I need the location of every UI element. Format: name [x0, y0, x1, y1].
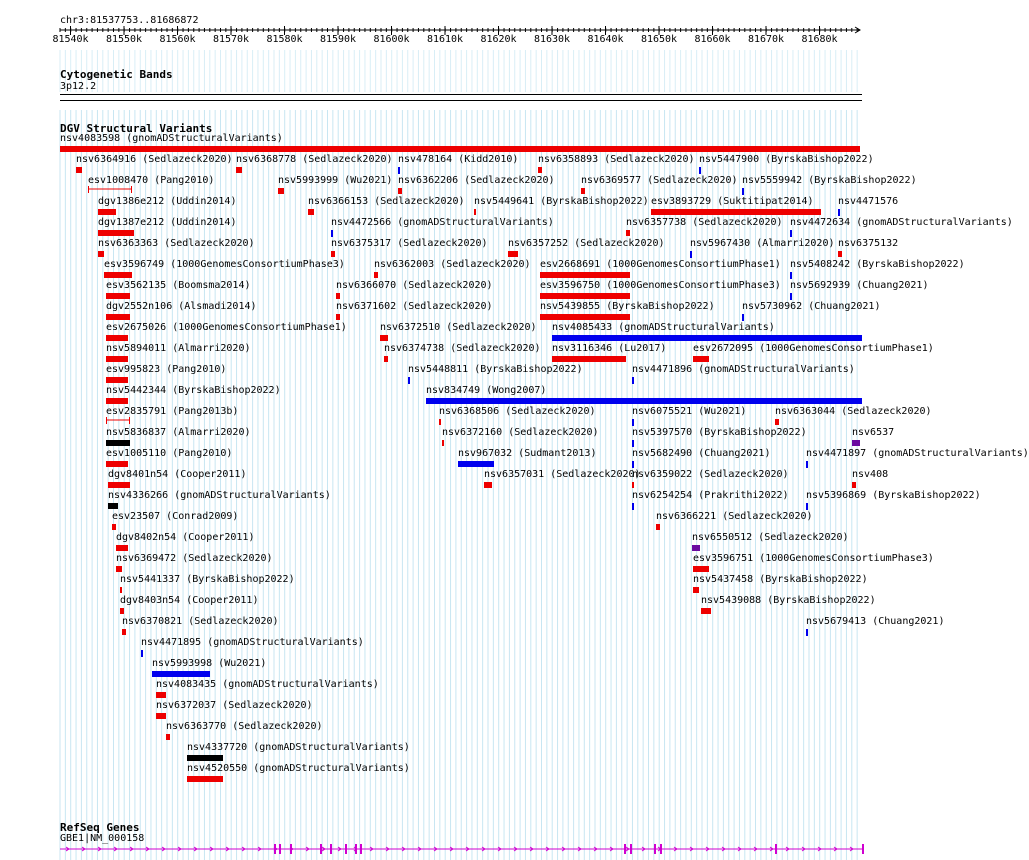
sv-feature-bar[interactable]	[98, 209, 116, 215]
sv-label[interactable]: esv995823 (Pang2010)	[106, 364, 227, 375]
exon	[279, 844, 281, 854]
sv-feature-bar[interactable]	[540, 293, 630, 299]
exon	[630, 844, 632, 854]
sv-feature-bar[interactable]	[106, 293, 130, 299]
sv-feature-bar[interactable]	[790, 230, 792, 237]
sv-feature-bar[interactable]	[690, 251, 692, 258]
sv-feature-bar[interactable]	[104, 272, 132, 278]
sv-label[interactable]: esv3596749 (1000GenomesConsortiumPhase3)	[104, 259, 345, 270]
ruler-tick-label: 81660k	[694, 34, 731, 45]
sv-label[interactable]: esv2672095 (1000GenomesConsortiumPhase1)	[693, 343, 934, 354]
sv-feature-bar[interactable]	[693, 566, 709, 572]
sv-label[interactable]: nsv6362003 (Sedlazeck2020)	[374, 259, 531, 270]
ruler-tick-label: 81540k	[52, 34, 89, 45]
ruler-tick-label: 81590k	[319, 34, 357, 45]
sv-feature-bar[interactable]	[552, 356, 626, 362]
exon	[345, 844, 347, 854]
sv-label[interactable]: nsv6363363 (Sedlazeck2020)	[98, 238, 255, 249]
sv-label[interactable]: esv3562135 (Boomsma2014)	[106, 280, 251, 291]
sv-feature-bar[interactable]	[632, 503, 634, 510]
sv-label[interactable]: nsv6369577 (Sedlazeck2020)	[581, 175, 738, 186]
sv-label[interactable]: nsv5396869 (ByrskaBishop2022)	[806, 490, 981, 501]
sv-label[interactable]: nsv6537	[852, 427, 895, 438]
sv-feature-bar[interactable]	[806, 461, 808, 468]
sv-label[interactable]: nsv6372160 (Sedlazeck2020)	[442, 427, 599, 438]
sv-label[interactable]: esv2835791 (Pang2013b)	[106, 406, 239, 417]
ruler-tick-label: 81570k	[212, 34, 250, 45]
sv-label[interactable]: nsv6374738 (Sedlazeck2020)	[384, 343, 541, 354]
sv-feature-bar[interactable]	[236, 167, 242, 173]
sv-label[interactable]: nsv5437458 (ByrskaBishop2022)	[693, 574, 868, 585]
ruler-tick-label: 81620k	[480, 34, 517, 45]
sv-feature-bar[interactable]	[693, 356, 709, 362]
sv-label[interactable]: nsv6357031 (Sedlazeck2020)	[484, 469, 641, 480]
sv-feature-bar[interactable]	[112, 524, 116, 530]
sv-feature-bar[interactable]	[790, 272, 792, 279]
sv-feature-bar[interactable]	[398, 188, 402, 194]
sv-feature-bar[interactable]	[106, 461, 128, 467]
sv-label[interactable]: dgv2552n106 (Alsmadi2014)	[106, 301, 257, 312]
sv-feature-bar[interactable]	[508, 251, 518, 257]
sv-label[interactable]: nsv6370821 (Sedlazeck2020)	[122, 616, 279, 627]
sv-label[interactable]: nsv6375132	[838, 238, 899, 249]
sv-feature-bar[interactable]	[331, 251, 335, 257]
cytoband-track-line	[60, 94, 862, 95]
sv-feature-bar[interactable]	[581, 188, 585, 194]
sv-label[interactable]: nsv5559942 (ByrskaBishop2022)	[742, 175, 917, 186]
sv-label[interactable]: nsv4083435 (gnomADStructuralVariants)	[156, 679, 379, 690]
sv-feature-bar[interactable]	[699, 167, 701, 174]
exon	[862, 844, 864, 854]
sv-label[interactable]: nsv3116346 (Lu2017)	[552, 343, 667, 354]
sv-label[interactable]: nsv6363770 (Sedlazeck2020)	[166, 721, 323, 732]
sv-feature-bar[interactable]	[336, 293, 340, 299]
refseq-track-title: RefSeq Genes	[60, 821, 140, 834]
sv-feature-bar[interactable]	[692, 545, 700, 551]
sv-label[interactable]: esv1008470 (Pang2010)	[88, 175, 215, 186]
sv-label[interactable]: nsv4471576	[838, 196, 899, 207]
sv-feature-bar[interactable]	[540, 272, 630, 278]
sv-feature-bar[interactable]	[484, 482, 492, 488]
sv-label[interactable]: nsv6369472 (Sedlazeck2020)	[116, 553, 273, 564]
sv-feature-bar[interactable]	[120, 587, 122, 593]
ruler-tick-label: 81610k	[426, 34, 464, 45]
sv-label[interactable]: nsv6372510 (Sedlazeck2020)	[380, 322, 537, 333]
sv-label[interactable]: nsv5679413 (Chuang2021)	[806, 616, 945, 627]
sv-label[interactable]: nsv6358893 (Sedlazeck2020)	[538, 154, 695, 165]
sv-feature-bar[interactable]	[106, 377, 128, 383]
sv-feature-bar[interactable]	[632, 461, 634, 468]
sv-label[interactable]: nsv4520550 (gnomADStructuralVariants)	[187, 763, 410, 774]
sv-feature-bar[interactable]	[374, 272, 378, 278]
dgv-track-title: DGV Structural Variants	[60, 122, 213, 135]
sv-feature-bar[interactable]	[626, 230, 630, 236]
sv-feature-bar[interactable]	[442, 440, 444, 446]
sv-label[interactable]: nsv6372037 (Sedlazeck2020)	[156, 700, 313, 711]
sv-label[interactable]: esv3596750 (1000GenomesConsortiumPhase3)	[540, 280, 781, 291]
sv-feature-bar[interactable]	[380, 335, 388, 341]
sv-label[interactable]: nsv5448811 (ByrskaBishop2022)	[408, 364, 583, 375]
sv-feature-bar[interactable]	[116, 545, 128, 551]
sv-label[interactable]: nsv408	[852, 469, 889, 480]
sv-feature-bar[interactable]	[88, 186, 133, 193]
sv-feature-bar[interactable]	[152, 671, 210, 677]
sv-label[interactable]: nsv6075521 (Wu2021)	[632, 406, 747, 417]
sv-feature-bar[interactable]	[308, 209, 314, 215]
cytoband-track-line-bottom	[60, 100, 862, 101]
sv-label[interactable]: nsv4471896 (gnomADStructuralVariants)	[632, 364, 855, 375]
sv-feature-bar[interactable]	[278, 188, 284, 194]
exon	[775, 844, 777, 854]
exon	[320, 844, 322, 854]
sv-label[interactable]: nsv6550512 (Sedlazeck2020)	[692, 532, 849, 543]
sv-feature-bar[interactable]	[790, 293, 792, 300]
sv-label[interactable]: nsv5439855 (ByrskaBishop2022)	[540, 301, 715, 312]
sv-feature-bar[interactable]	[775, 419, 779, 425]
sv-label[interactable]: nsv6366153 (Sedlazeck2020)	[308, 196, 465, 207]
sv-label[interactable]: nsv4083598 (gnomADStructuralVariants)	[60, 133, 283, 144]
sv-feature-bar[interactable]	[108, 482, 130, 488]
sv-label[interactable]: nsv6375317 (Sedlazeck2020)	[331, 238, 488, 249]
sv-feature-bar[interactable]	[474, 209, 476, 215]
sv-feature-bar[interactable]	[552, 335, 862, 341]
sv-label[interactable]: esv23507 (Conrad2009)	[112, 511, 239, 522]
sv-feature-bar[interactable]	[384, 356, 388, 362]
sv-feature-bar[interactable]	[426, 398, 862, 404]
sv-label[interactable]: dgv1386e212 (Uddin2014)	[98, 196, 237, 207]
sv-feature-bar[interactable]	[656, 524, 660, 530]
sv-label[interactable]: nsv6366221 (Sedlazeck2020)	[656, 511, 813, 522]
sv-label[interactable]: nsv5692939 (Chuang2021)	[790, 280, 929, 291]
sv-label[interactable]: dgv8401n54 (Cooper2011)	[108, 469, 247, 480]
sv-label[interactable]: nsv5993998 (Wu2021)	[152, 658, 267, 669]
sv-feature-bar[interactable]	[106, 356, 128, 362]
sv-label[interactable]: nsv6366070 (Sedlazeck2020)	[336, 280, 493, 291]
sv-feature-bar[interactable]	[408, 377, 410, 384]
sv-feature-bar[interactable]	[60, 146, 860, 152]
sv-label[interactable]: nsv5447900 (ByrskaBishop2022)	[699, 154, 874, 165]
sv-label[interactable]: nsv5408242 (ByrskaBishop2022)	[790, 259, 965, 270]
sv-label[interactable]: nsv6371602 (Sedlazeck2020)	[336, 301, 493, 312]
sv-feature-bar[interactable]	[106, 314, 130, 320]
sv-label[interactable]: nsv834749 (Wong2007)	[426, 385, 547, 396]
sv-feature-bar[interactable]	[166, 734, 170, 740]
sv-feature-bar[interactable]	[108, 503, 118, 509]
ruler-tick-label: 81550k	[105, 34, 143, 45]
sv-feature-bar[interactable]	[187, 755, 223, 761]
sv-feature-bar[interactable]	[116, 566, 122, 572]
sv-label[interactable]: nsv5439088 (ByrskaBishop2022)	[701, 595, 876, 606]
sv-feature-bar[interactable]	[742, 188, 744, 195]
sv-label[interactable]: nsv5967430 (Almarri2020)	[690, 238, 835, 249]
sv-label[interactable]: nsv4336266 (gnomADStructuralVariants)	[108, 490, 331, 501]
ruler-tick-label: 81560k	[159, 34, 196, 45]
ruler-tick-label: 81650k	[640, 34, 678, 45]
exon	[360, 844, 362, 854]
sv-feature-bar[interactable]	[852, 482, 856, 488]
sv-label[interactable]: esv2675026 (1000GenomesConsortiumPhase1)	[106, 322, 347, 333]
exon	[624, 844, 626, 854]
sv-label[interactable]: esv1005110 (Pang2010)	[106, 448, 233, 459]
cytoband-label: 3p12.2	[60, 81, 97, 92]
sv-label[interactable]: nsv6368778 (Sedlazeck2020)	[236, 154, 393, 165]
sv-feature-bar[interactable]	[106, 440, 130, 446]
sv-feature-bar[interactable]	[98, 230, 134, 236]
exon	[654, 844, 656, 854]
sv-label[interactable]: nsv4471897 (gnomADStructuralVariants)	[806, 448, 1029, 459]
sv-feature-bar[interactable]	[693, 587, 699, 593]
sv-feature-bar[interactable]	[98, 251, 104, 257]
sv-label[interactable]: nsv4085433 (gnomADStructuralVariants)	[552, 322, 775, 333]
sv-feature-bar[interactable]	[106, 417, 131, 424]
sv-label[interactable]: nsv4472566 (gnomADStructuralVariants)	[331, 217, 554, 228]
sv-label[interactable]: esv2668691 (1000GenomesConsortiumPhase1)	[540, 259, 781, 270]
sv-label[interactable]: nsv5682490 (Chuang2021)	[632, 448, 771, 459]
sv-feature-bar[interactable]	[540, 314, 630, 320]
location-label: chr3:81537753..81686872	[60, 15, 199, 26]
sv-feature-bar[interactable]	[632, 377, 634, 384]
sv-feature-bar[interactable]	[632, 419, 634, 426]
ruler-tick-label: 81630k	[533, 34, 571, 45]
sv-feature-bar[interactable]	[538, 167, 542, 173]
sv-label[interactable]: nsv6363044 (Sedlazeck2020)	[775, 406, 932, 417]
sv-feature-bar[interactable]	[336, 314, 340, 320]
sv-feature-bar[interactable]	[439, 419, 441, 425]
sv-feature-bar[interactable]	[838, 251, 842, 257]
sv-label[interactable]: dgv1387e212 (Uddin2014)	[98, 217, 237, 228]
sv-label[interactable]: dgv8402n54 (Cooper2011)	[116, 532, 255, 543]
exon	[290, 844, 292, 854]
sv-feature-bar[interactable]	[141, 650, 143, 657]
sv-label[interactable]: nsv6368506 (Sedlazeck2020)	[439, 406, 596, 417]
sv-label[interactable]: nsv5442344 (ByrskaBishop2022)	[106, 385, 281, 396]
sv-feature-bar[interactable]	[806, 503, 808, 510]
sv-label[interactable]: nsv5449641 (ByrskaBishop2022)	[474, 196, 649, 207]
sv-feature-bar[interactable]	[106, 398, 128, 404]
ruler-tick-label: 81680k	[801, 34, 838, 45]
sv-feature-bar[interactable]	[187, 776, 223, 782]
sv-label[interactable]: nsv478164 (Kidd2010)	[398, 154, 519, 165]
gene-model-gbe1[interactable]	[0, 842, 890, 856]
ruler-tick-label: 81600k	[373, 34, 410, 45]
sv-feature-bar[interactable]	[806, 629, 808, 636]
sv-feature-bar[interactable]	[651, 209, 821, 215]
sv-label[interactable]: nsv5730962 (Chuang2021)	[742, 301, 881, 312]
sv-feature-bar[interactable]	[632, 482, 634, 488]
ruler-tick-label: 81580k	[266, 34, 303, 45]
sv-label[interactable]: nsv5441337 (ByrskaBishop2022)	[120, 574, 295, 585]
sv-feature-bar[interactable]	[838, 209, 840, 216]
sv-feature-bar[interactable]	[156, 692, 166, 698]
sv-feature-bar[interactable]	[120, 608, 124, 614]
sv-label[interactable]: esv3893729 (Suktitipat2014)	[651, 196, 814, 207]
exon	[330, 844, 332, 854]
sv-label[interactable]: nsv6362206 (Sedlazeck2020)	[398, 175, 555, 186]
sv-feature-bar[interactable]	[398, 167, 400, 174]
sv-label[interactable]: esv3596751 (1000GenomesConsortiumPhase3)	[693, 553, 934, 564]
sv-label[interactable]: nsv6359022 (Sedlazeck2020)	[632, 469, 789, 480]
sv-feature-bar[interactable]	[458, 461, 494, 467]
sv-label[interactable]: nsv6364916 (Sedlazeck2020)	[76, 154, 233, 165]
sv-label[interactable]: nsv5836837 (Almarri2020)	[106, 427, 251, 438]
sv-label[interactable]: nsv6357252 (Sedlazeck2020)	[508, 238, 665, 249]
sv-feature-bar[interactable]	[122, 629, 126, 635]
sv-label[interactable]: nsv5397570 (ByrskaBishop2022)	[632, 427, 807, 438]
ruler-tick-label: 81670k	[747, 34, 785, 45]
sv-label[interactable]: nsv6254254 (Prakrithi2022)	[632, 490, 789, 501]
sv-label[interactable]: nsv4337720 (gnomADStructuralVariants)	[187, 742, 410, 753]
sv-feature-bar[interactable]	[701, 608, 711, 614]
sv-label[interactable]: nsv6357738 (Sedlazeck2020)	[626, 217, 783, 228]
sv-feature-bar[interactable]	[156, 713, 166, 719]
sv-feature-bar[interactable]	[742, 314, 744, 321]
sv-feature-bar[interactable]	[76, 167, 82, 173]
sv-label[interactable]: nsv4472634 (gnomADStructuralVariants)	[790, 217, 1013, 228]
sv-label[interactable]: nsv5894011 (Almarri2020)	[106, 343, 251, 354]
exon	[274, 844, 276, 854]
sv-feature-bar[interactable]	[632, 440, 634, 447]
refseq-gene-label[interactable]: GBE1|NM_000158	[60, 833, 145, 844]
ruler-tick-label: 81640k	[587, 34, 624, 45]
sv-feature-bar[interactable]	[331, 230, 333, 237]
sv-label[interactable]: nsv4471895 (gnomADStructuralVariants)	[141, 637, 364, 648]
sv-feature-bar[interactable]	[106, 335, 128, 341]
cytoband-track-title: Cytogenetic Bands	[60, 68, 173, 81]
sv-label[interactable]: nsv967032 (Sudmant2013)	[458, 448, 597, 459]
sv-label[interactable]: dgv8403n54 (Cooper2011)	[120, 595, 259, 606]
sv-feature-bar[interactable]	[852, 440, 860, 446]
sv-label[interactable]: nsv5993999 (Wu2021)	[278, 175, 393, 186]
